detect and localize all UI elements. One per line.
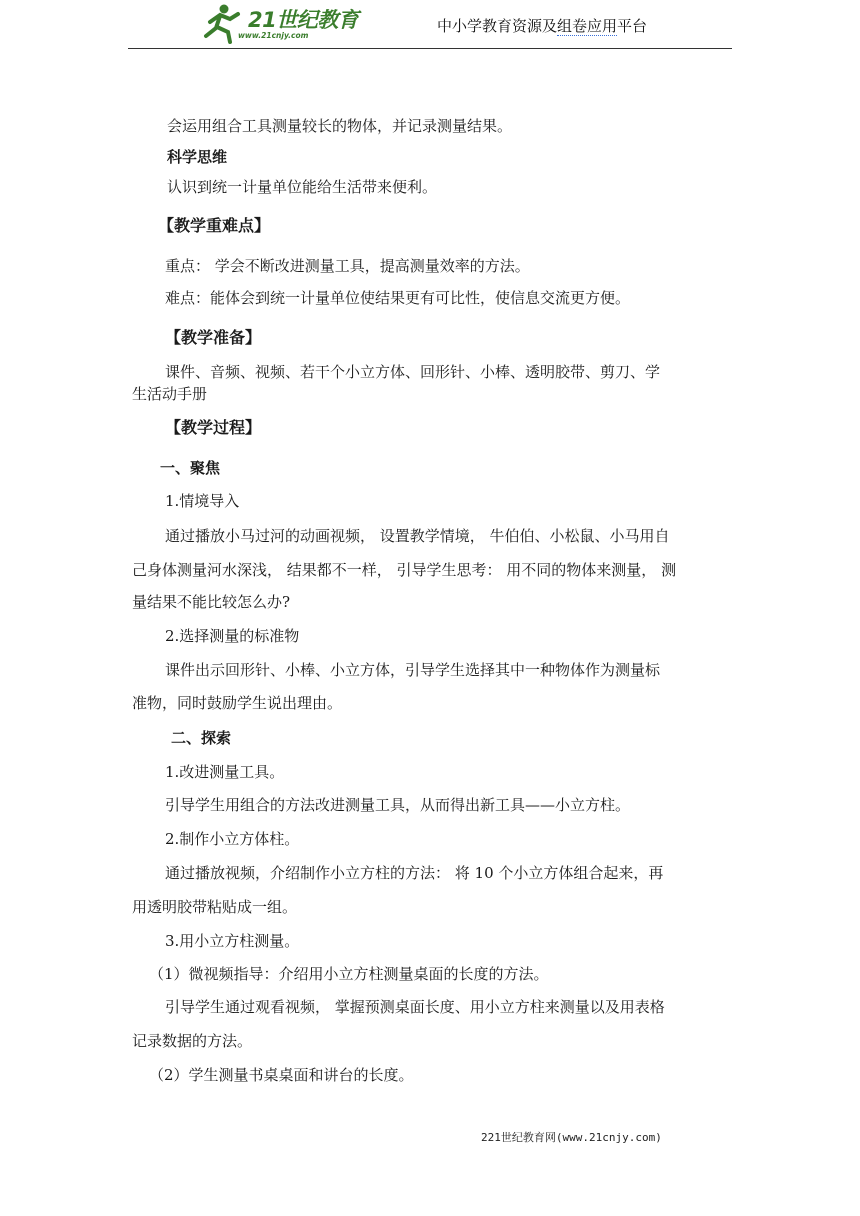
text-line: 会运用组合工具测量较长的物体，并记录测量结果。 (167, 117, 513, 135)
page-footer: 221世纪教育网(www.21cnjy.com) (481, 1131, 662, 1144)
slogan-part-a: 中小学教育资源及 (437, 17, 558, 35)
section-heading: 【教学过程】 (165, 418, 262, 437)
text-line: （1）微视频指导：介绍用小立方柱测量桌面的长度的方法。 (149, 965, 549, 983)
text-line: 课件出示回形针、小棒、小立方体，引导学生选择其中一种物体作为测量标 (165, 661, 661, 679)
subheading: 一、聚焦 (160, 459, 221, 477)
text-line: 2.选择测量的标准物 (165, 627, 300, 645)
text-line: 引导学生通过观看视频， 掌握预测桌面长度、用小立方柱来测量以及用表格 (165, 998, 665, 1016)
text-line: （2）学生测量书桌桌面和讲台的长度。 (149, 1066, 414, 1084)
subheading: 二、探索 (171, 729, 232, 747)
text-line: 认识到统一计量单位能给生活带来便利。 (167, 178, 438, 196)
text-line: 1.改进测量工具。 (165, 763, 285, 781)
text-line: 3.用小立方柱测量。 (165, 932, 300, 950)
text-line: 通过播放小马过河的动画视频， 设置教学情境， 牛伯伯、小松鼠、小马用自 (165, 527, 670, 545)
section-heading: 【教学准备】 (165, 328, 262, 347)
text-line: 通过播放视频，介绍制作小立方柱的方法： 将 10 个小立方体组合起来，再 (165, 864, 664, 882)
text-line: 准物，同时鼓励学生说出理由。 (132, 694, 343, 712)
section-heading: 【教学重难点】 (158, 216, 271, 235)
header-slogan (437, 15, 647, 36)
text-line: 记录数据的方法。 (132, 1032, 253, 1050)
text-line: 1.情境导入 (165, 492, 240, 510)
text-line: 生活动手册 (132, 385, 208, 403)
text-line: 2.制作小立方体柱。 (165, 830, 300, 848)
text-line: 用透明胶带粘贴成一组。 (132, 898, 298, 916)
site-logo[interactable] (200, 2, 360, 44)
text-line: 引导学生用组合的方法改进测量工具，从而得出新工具——小立方柱。 (165, 796, 631, 814)
subheading: 科学思维 (167, 148, 228, 166)
text-line: 量结果不能比较怎么办? (132, 593, 291, 611)
logo-url: www.21cnjy.com (238, 31, 309, 40)
text-line: 课件、音频、视频、若干个小立方体、回形针、小棒、透明胶带、剪刀、学 (165, 363, 661, 381)
slogan-part-b: 组卷应用 (557, 17, 618, 35)
text-line: 重点： 学会不断改进测量工具，提高测量效率的方法。 (165, 257, 530, 275)
slogan-part-c: 平台 (617, 17, 648, 35)
page-header (128, 0, 732, 49)
text-line: 难点：能体会到统一计量单位使结果更有可比性，使信息交流更方便。 (165, 289, 631, 307)
logo-text: 21世纪教育 (248, 8, 359, 32)
text-line: 己身体测量河水深浅， 结果都不一样， 引导学生思考： 用不同的物体来测量， 测 (132, 561, 677, 579)
